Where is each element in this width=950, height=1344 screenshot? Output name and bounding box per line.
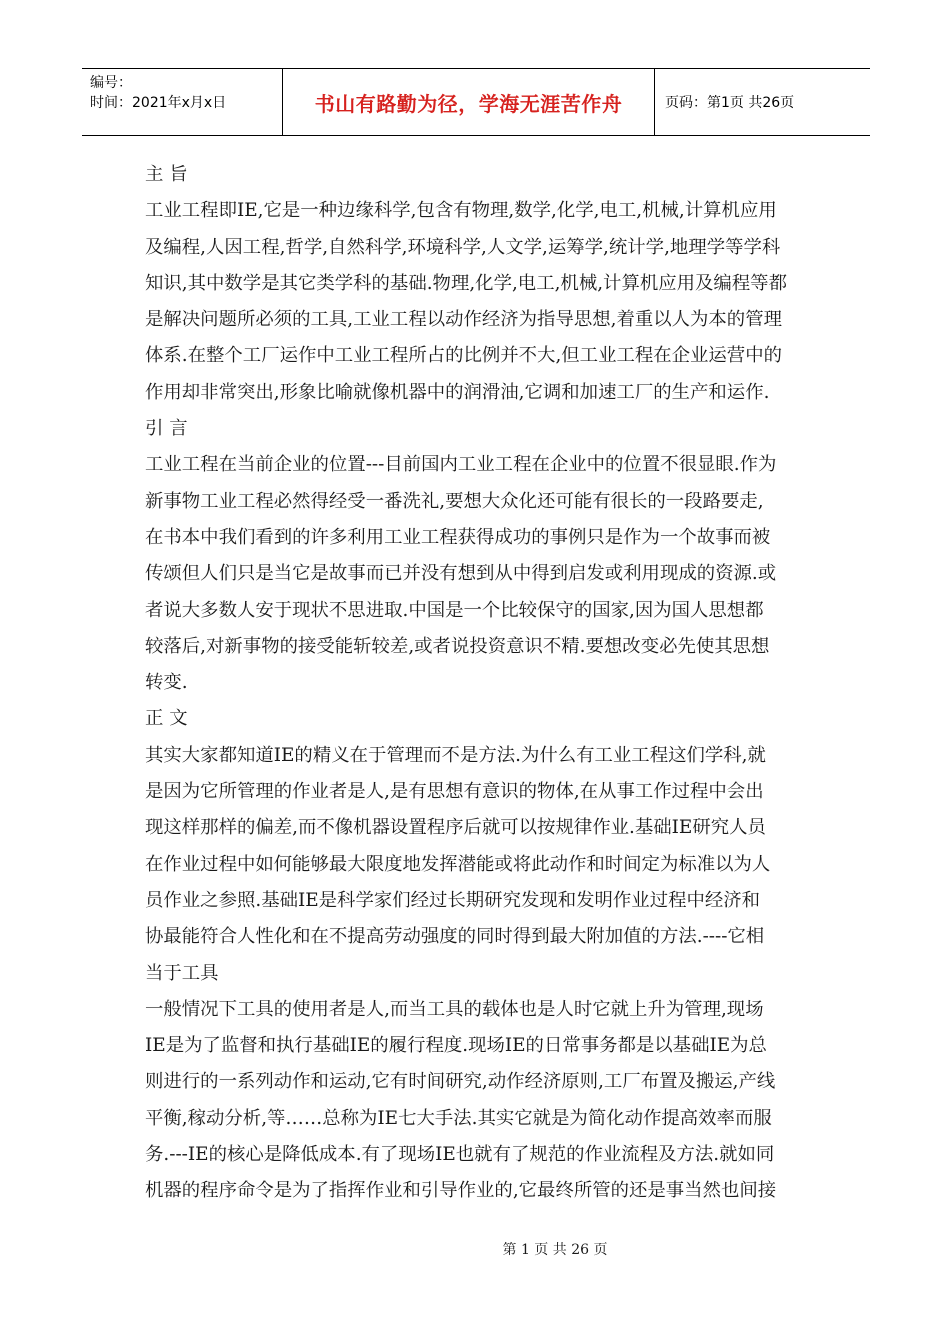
body-line: 较落后,对新事物的接受能斩较差,或者说投资意识不精.要想改变必先使其思想: [145, 635, 770, 657]
body-line: 当于工具: [145, 962, 219, 984]
body-line: 平衡,稼动分析,等……总称为IE七大手法.其实它就是为简化动作提高效率而服: [145, 1107, 772, 1129]
body-line: 其实大家都知道IE的精义在于管理而不是方法.为什么有工业工程这们学科,就: [145, 744, 766, 766]
body-line: 一般情况下工具的使用者是人,而当工具的载体也是人时它就上升为管理,现场: [145, 998, 764, 1020]
header-motto: 书山有路勤为径，学海无涯苦作舟: [314, 91, 623, 116]
document-number-label: 编号：: [90, 75, 132, 91]
body-line: 作用却非常突出,形象比喻就像机器中的润滑油,它调和加速工厂的生产和运作.: [145, 381, 770, 403]
page-footer: [0, 1239, 950, 1259]
body-line: 是解决问题所必须的工具,工业工程以动作经济为指导思想,着重以人为本的管理: [145, 309, 782, 331]
footer-page-number: 第 1 页 共 26 页: [502, 1242, 608, 1258]
body-line: 及编程,人因工程,哲学,自然科学,环境科学,人文学,运筹学,统计学,地理学等学科: [145, 236, 781, 258]
body-line: 机器的程序命令是为了指挥作业和引导作业的,它最终所管的还是事当然也间接: [145, 1180, 777, 1202]
section-heading: 正 文: [145, 708, 188, 730]
page-header: [82, 68, 870, 136]
body-line: 在书本中我们看到的许多利用工业工程获得成功的事例只是作为一个故事而被: [145, 526, 771, 548]
body-line: 体系.在整个工厂运作中工业工程所占的比例并不大,但工业工程在企业运营中的: [145, 345, 782, 367]
body-line: 工业工程在当前企业的位置---目前国内工业工程在企业中的位置不很显眼.作为: [145, 454, 777, 476]
body-line: 务.---IE的核心是降低成本.有了现场IE也就有了规范的作业流程及方法.就如同: [145, 1144, 775, 1166]
section-heading: 引 言: [145, 418, 188, 440]
body-line: 工业工程即IE,它是一种边缘科学,包含有物理,数学,化学,电工,机械,计算机应用: [145, 200, 777, 222]
header-meta: [82, 69, 283, 135]
body-line: 新事物工业工程必然得经受一番洗礼,要想大众化还可能有很长的一段路要走,: [145, 490, 764, 512]
body-line: 知识,其中数学是其它类学科的基础.物理,化学,电工,机械,计算机应用及编程等都: [145, 272, 787, 294]
body-line: 协最能符合人性化和在不提高劳动强度的同时得到最大附加值的方法.----它相: [145, 926, 765, 948]
body-line: 则进行的一系列动作和运动,它有时间研究,动作经济原则,工厂布置及搬运,产线: [145, 1071, 776, 1093]
body-line: 员作业之参照.基础IE是科学家们经过长期研究发现和发明作业过程中经济和: [145, 889, 761, 911]
body-line: 传颂但人们只是当它是故事而已并没有想到从中得到启发或利用现成的资源.或: [145, 563, 777, 585]
body-line: 是因为它所管理的作业者是人,是有思想有意识的物体,在从事工作过程中会出: [145, 781, 764, 803]
body-line: 转变.: [145, 672, 188, 694]
header-motto-cell: [283, 69, 655, 135]
body-line: 在作业过程中如何能够最大限度地发挥潜能或将此动作和时间定为标准以为人: [145, 853, 771, 875]
body-line: IE是为了监督和执行基础IE的履行程度.现场IE的日常事务都是以基础IE为总: [145, 1035, 767, 1057]
body-line: 现这样那样的偏差,而不像机器设置程序后就可以按规律作业.基础IE研究人员: [145, 817, 766, 839]
document-body: [145, 157, 815, 1210]
body-line: 者说大多数人安于现状不思进取.中国是一个比较保守的国家,因为国人思想都: [145, 599, 764, 621]
document-time-label: 时间：2021年x月x日: [90, 95, 227, 111]
header-page-info: 页码：第1页 共26页: [665, 95, 795, 111]
section-heading: 主 旨: [145, 164, 188, 185]
